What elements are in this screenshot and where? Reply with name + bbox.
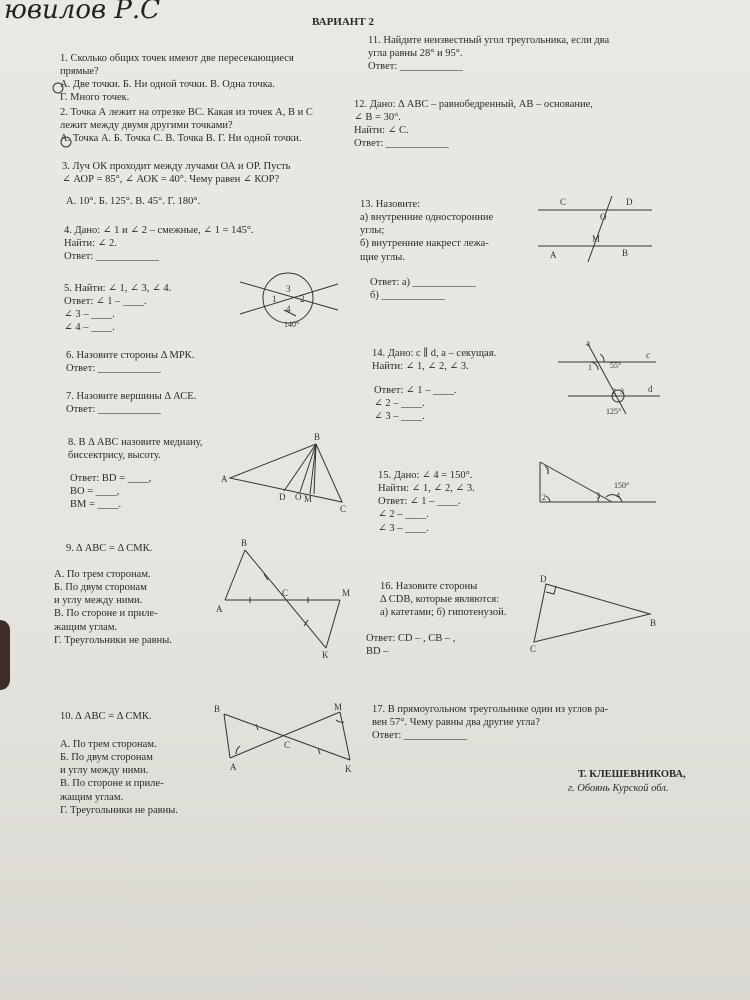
answer-circle-q2 — [61, 137, 71, 147]
q8-label-c: C — [340, 504, 347, 514]
q14-label-1: 1 — [588, 363, 592, 372]
q5-label-140: 140° — [284, 320, 300, 329]
q9-label-k: K — [322, 650, 329, 660]
q15-label-4: 4 — [616, 491, 620, 500]
question-14: 14. Дано: с ∥ d, а – секущая. Найти: ∠ 1, ∠ 2, ∠ 3. — [372, 348, 497, 373]
q8-label-a: A — [221, 474, 228, 484]
question-6: 6. Назовите стороны Δ МРК. Ответ: ____________ — [66, 350, 195, 375]
question-10-options: А. По трем сторонам. Б. По двум сторонам и углу между ними. В. По стороне и приле- жащим углам. Г. Треугольники не равны. — [60, 739, 178, 816]
q14-label-55: 55° — [610, 361, 622, 370]
q5-label-1: 1 — [272, 294, 277, 304]
q10-label-m: M — [334, 702, 343, 712]
diagram-q9 — [216, 538, 350, 660]
q13-label-c: C — [560, 197, 567, 207]
question-8-answer: Ответ: BD = ____, BO = ____, BM = ____. — [70, 473, 152, 511]
variant-title: ВАРИАНТ 2 — [312, 16, 374, 28]
question-13-answer: Ответ: а) ____________ б) ____________ — [370, 277, 476, 302]
question-16-answer: Ответ: CD – , CB – , BD – — [366, 633, 456, 658]
q13-label-b: B — [622, 248, 629, 258]
question-8: 8. В Δ АВС назовите медиану, биссектрису, высоту. — [68, 437, 203, 462]
q8-label-m: M — [304, 494, 313, 504]
q5-label-4: 4 — [286, 304, 291, 314]
question-16: 16. Назовите стороны Δ CDB, которые являются: а) катетами; б) гипотенузой. — [380, 581, 507, 619]
q14-label-a: a — [586, 338, 590, 348]
question-4: 4. Дано: ∠ 1 и ∠ 2 – смежные, ∠ 1 = 145°. Найти: ∠ 2. Ответ: ____________ — [64, 225, 254, 263]
q14-label-2: 2 — [612, 387, 616, 396]
diagram-q5 — [240, 273, 338, 329]
q16-label-b: B — [650, 618, 657, 628]
q15-label-150: 150° — [614, 481, 630, 490]
author-city: г. Обоянь Курской обл. — [568, 783, 669, 794]
q15-label-1: 1 — [546, 467, 550, 476]
diagram-q13 — [538, 196, 652, 262]
author-name: Т. КЛЕШЕВНИКОВА, — [578, 769, 686, 780]
q5-label-3: 3 — [286, 284, 291, 294]
diagram-q10 — [214, 702, 352, 774]
q15-label-3: 3 — [596, 491, 600, 500]
q8-label-d: D — [279, 492, 286, 502]
question-17: 17. В прямоугольном треугольнике один из углов ра- вен 57°. Чему равны два другие угла? Ответ: ____________ — [372, 704, 609, 742]
q14-label-c: c — [646, 350, 650, 360]
question-3-options: А. 10°. Б. 125°. В. 45°. Г. 180°. — [66, 196, 201, 207]
question-11: 11. Найдите неизвестный угол треугольника, если два угла равны 28° и 95°. Ответ: ____________ — [368, 35, 610, 73]
q9-label-a: A — [216, 604, 223, 614]
q10-label-a: A — [230, 762, 237, 772]
question-9: 9. Δ АВС = Δ СМК. — [66, 543, 153, 554]
q10-label-c: C — [284, 740, 291, 750]
q9-label-m: M — [342, 588, 351, 598]
q14-label-d: d — [648, 384, 653, 394]
question-2: 2. Точка А лежит на отрезке ВС. Какая из точек А, В и С лежит между двумя другими точками? А. Точка А. Б. Точка С. В. Точка В. Г. Ни одной точки. — [60, 107, 313, 145]
question-14-answer: Ответ: ∠ 1 – ____. ∠ 2 – ____. ∠ 3 – ____. — [374, 385, 457, 423]
q10-label-k: K — [345, 764, 352, 774]
question-1: 1. Сколько общих точек имеют две пересекающиеся прямые? А. Две точки. Б. Ни одной точки. В. Одна точка. Г. Много точек. — [60, 53, 294, 104]
q14-label-125: 125° — [606, 407, 622, 416]
question-9-options: А. По трем сторонам. Б. По двум сторонам и углу между ними. В. По стороне и приле- жащим углам. Г. Треугольники не равны. — [54, 569, 172, 646]
diagram-q14 — [558, 338, 660, 416]
q10-label-b: B — [214, 704, 221, 714]
q16-label-d: D — [540, 574, 547, 584]
q8-label-b: B — [314, 432, 321, 442]
q13-label-d: D — [626, 197, 633, 207]
question-13: 13. Назовите: а) внутренние односторонние углы; б) внутренние накрест лежа- щие углы. — [360, 199, 494, 263]
question-12: 12. Дано: Δ АВС – равнобедренный, АВ – основание, ∠ В = 30°. Найти: ∠ С. Ответ: ____________ — [354, 99, 593, 150]
q15-label-2: 2 — [542, 493, 546, 502]
question-10: 10. Δ АВС = Δ СМК. — [60, 711, 152, 722]
handwritten-name: ювилов Р.С — [4, 0, 161, 25]
q16-label-c: C — [530, 644, 537, 654]
diagram-q8 — [221, 432, 346, 514]
question-5: 5. Найти: ∠ 1, ∠ 3, ∠ 4. Ответ: ∠ 1 – ____. ∠ 3 – ____. ∠ 4 – ____. — [64, 283, 172, 334]
question-3: 3. Луч ОК проходит между лучами ОА и ОР. Пусть ∠ АОР = 85°, ∠ АОК = 40°. Чему равен ∠ КОР? — [62, 161, 291, 186]
question-7: 7. Назовите вершины Δ АСЕ. Ответ: ____________ — [66, 391, 197, 416]
q9-label-b: B — [241, 538, 248, 548]
q13-label-a: A — [550, 250, 557, 260]
q9-label-c: C — [282, 588, 289, 598]
diagram-q15 — [540, 462, 656, 502]
q14-label-3: 3 — [620, 387, 624, 396]
q13-label-m: M — [592, 234, 601, 244]
q5-label-2: 2 — [300, 294, 305, 304]
answer-circle-q1 — [53, 83, 63, 93]
question-15: 15. Дано: ∠ 4 = 150°. Найти: ∠ 1, ∠ 2, ∠ 3. Ответ: ∠ 1 – ____. ∠ 2 – ____. ∠ 3 – ____. — [378, 470, 475, 534]
q8-label-o: O — [295, 492, 302, 502]
diagram-q16 — [530, 574, 656, 654]
q13-label-o: O — [600, 212, 607, 222]
